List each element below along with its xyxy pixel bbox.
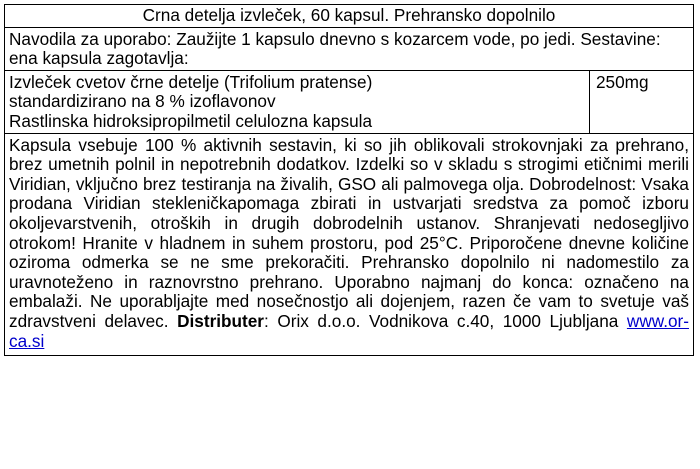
description-text: Kapsula vsebuje 100 % aktivnih sestavin, ki so jih oblikovali strokovnjaki za prehrano, brez umetnih polnil in nepotrebnih dodatkov. Izdelki so v skladu s strogimi etičnimi merili Viridian, vključno brez testiranja na živalih, GSO ali palmovega olja. Dobrodelnost: Vsaka prodana Viridian stekleničkapomaga zbirati in ustvarjati sredstva za pomoč izboru okoljevarstvenih, otroških in drugih dobrodelnih ustanov. Shranjevati nedosegljivo otrokom! Hranite v hladnem in suhem prostoru, pod 25°C. Priporočene dnevne količine oziroma odmerka se ne sme prekoračiti. Prehransko dopolnilo ni nadomestilo za uravnoteženo in raznovrstno prehrano. Uporabno najmanj do konca: označeno na embalaži. Ne uporabljajte med nosečnostjo ali dojenjem, razen če vam to svetuje vaš zdravstveni delavec. [9, 134, 689, 331]
ingredient-line: Izvleček cvetov črne detelje (Trifolium pratense) [9, 71, 373, 92]
ingredient-amount: 250mg [596, 71, 649, 92]
directions-text: Navodila za uporabo: Zaužijte 1 kapsulo dnevno s kozarcem vode, po jedi. Sestavine: ena kapsula zagotavlja: [5, 28, 693, 71]
distributor-text: : Orix d.o.o. Vodnikova c.40, 1000 Ljubljana [264, 310, 627, 331]
ingredient-names [5, 71, 590, 133]
ingredient-line: standardizirano na 8 % izoflavonov [9, 91, 276, 112]
distributor-label: Distributer [177, 310, 264, 331]
ingredients-table [5, 71, 693, 134]
product-label [4, 4, 694, 356]
description-block [5, 134, 693, 356]
ingredient-line: Rastlinska hidroksipropilmetil celulozna kapsula [9, 110, 373, 131]
website-link[interactable]: www.or-ca.si [9, 310, 689, 351]
product-title: Crna detelja izvleček, 60 kapsul. Prehransko dopolnilo [5, 5, 693, 28]
